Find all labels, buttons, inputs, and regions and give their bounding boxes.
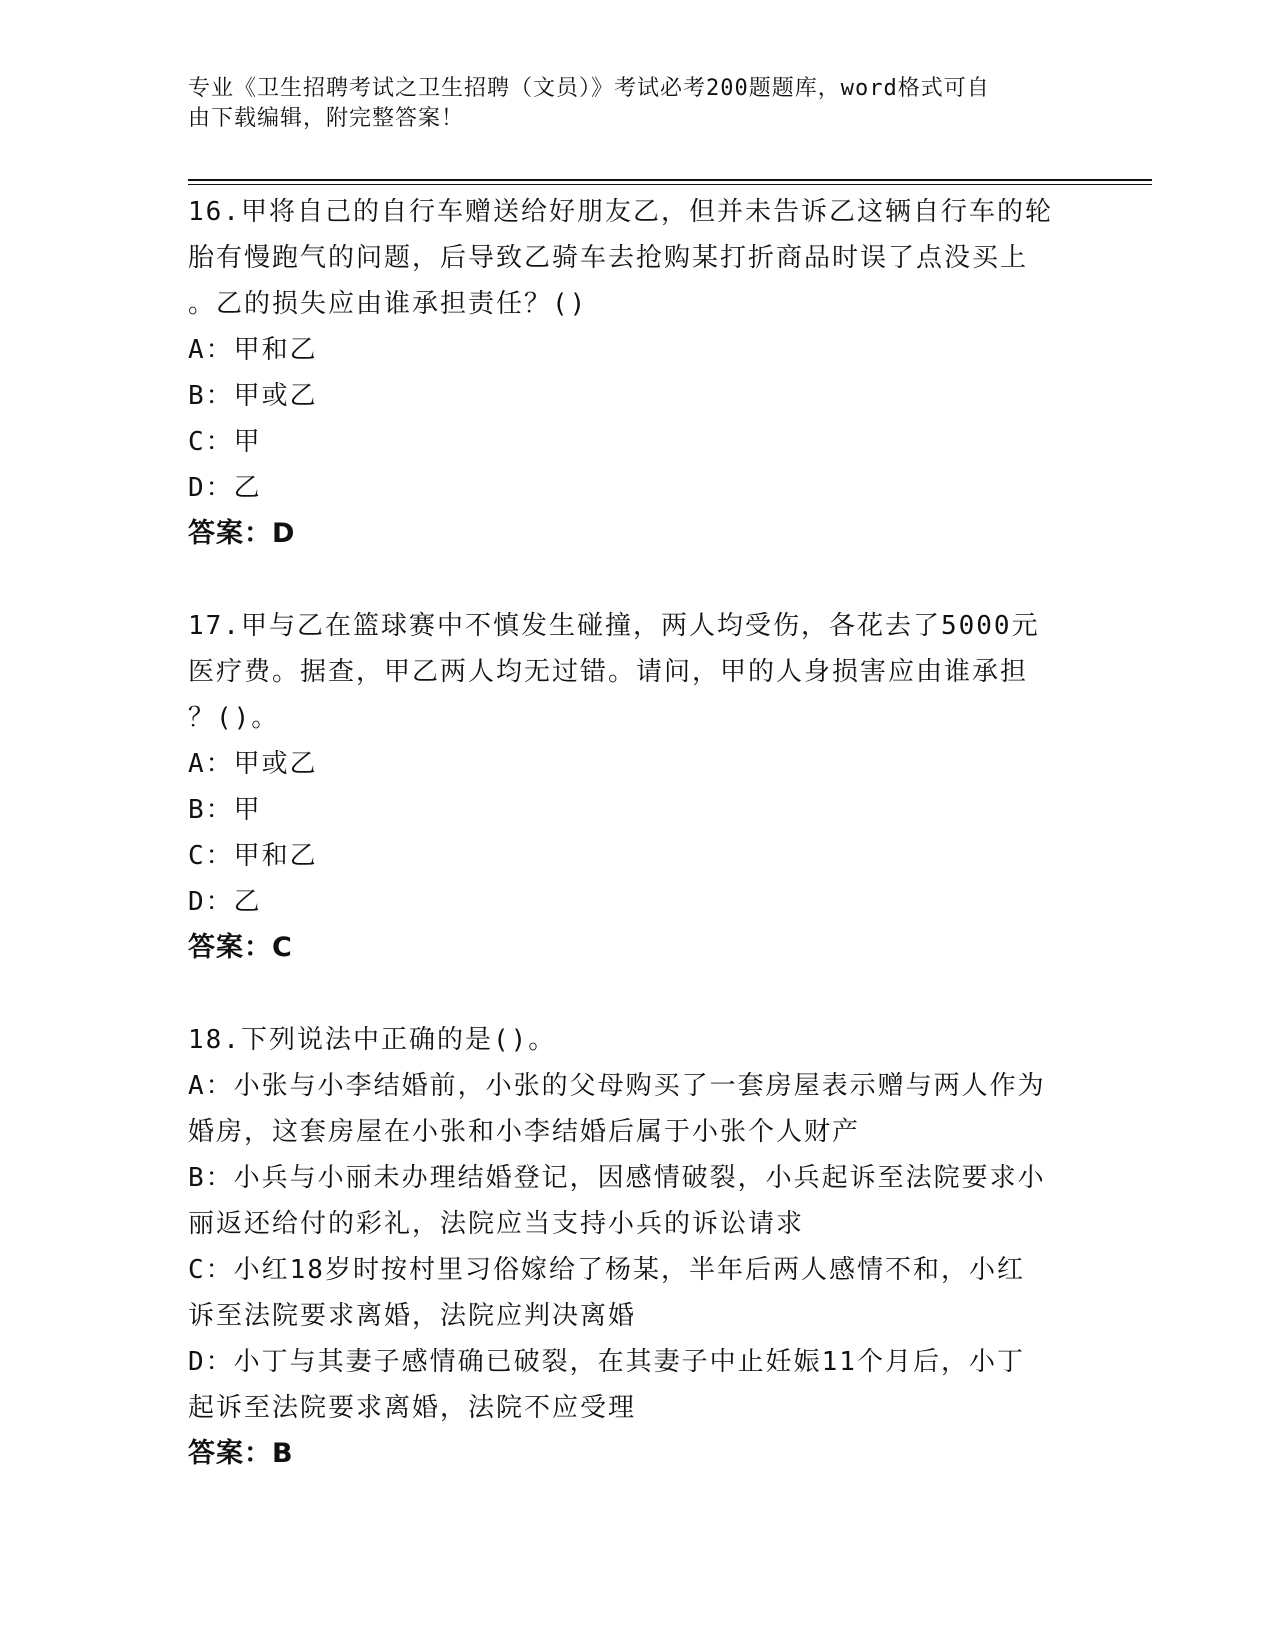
header-line-1: 专业《卫生招聘考试之卫生招聘（文员）》考试必考200题题库，word格式可自 — [188, 76, 990, 101]
answer-label: 答案：D — [188, 518, 296, 549]
option-c: C：甲和乙 — [188, 841, 318, 871]
answer-label: 答案：C — [188, 932, 293, 963]
option-a-continued: 婚房，这套房屋在小张和小李结婚后属于小张个人财产 — [188, 1117, 861, 1147]
question-17 — [188, 603, 1088, 971]
header-divider-thin — [188, 184, 1152, 185]
option-d: D：乙 — [188, 473, 262, 503]
question-spacer — [188, 971, 1088, 1017]
question-stem-line: ？()。 — [188, 703, 280, 733]
question-stem-line: 18.下列说法中正确的是()。 — [188, 1025, 557, 1055]
question-stem-line: 胎有慢跑气的问题，后导致乙骑车去抢购某打折商品时误了点没买上 — [188, 243, 1029, 273]
option-d: D：乙 — [188, 887, 262, 917]
option-d: D：小丁与其妻子感情确已破裂，在其妻子中止妊娠11个月后，小丁 — [188, 1347, 1025, 1377]
option-a: A：甲和乙 — [188, 335, 318, 365]
option-b-continued: 丽返还给付的彩礼，法院应当支持小兵的诉讼请求 — [188, 1209, 805, 1239]
option-c-continued: 诉至法院要求离婚，法院应判决离婚 — [188, 1301, 637, 1331]
answer-label: 答案：B — [188, 1438, 294, 1469]
question-stem-line: 17.甲与乙在篮球赛中不慎发生碰撞，两人均受伤，各花去了5000元 — [188, 611, 1040, 641]
option-a: A：甲或乙 — [188, 749, 318, 779]
header-line-2: 由下载编辑，附完整答案！ — [188, 106, 465, 131]
question-list — [188, 189, 1088, 1477]
question-18 — [188, 1017, 1088, 1477]
question-stem-line: 。乙的损失应由谁承担责任？() — [188, 289, 588, 319]
document-header — [188, 74, 1068, 134]
question-stem-line: 16.甲将自己的自行车赠送给好朋友乙，但并未告诉乙这辆自行车的轮 — [188, 197, 1053, 227]
option-a: A：小张与小李结婚前，小张的父母购买了一套房屋表示赠与两人作为 — [188, 1071, 1046, 1101]
question-stem-line: 医疗费。据查，甲乙两人均无过错。请问，甲的人身损害应由谁承担 — [188, 657, 1029, 687]
question-spacer — [188, 557, 1088, 603]
option-b: B：甲 — [188, 795, 262, 825]
option-d-continued: 起诉至法院要求离婚，法院不应受理 — [188, 1393, 637, 1423]
option-b: B：甲或乙 — [188, 381, 318, 411]
header-divider-thick — [188, 179, 1152, 181]
question-16 — [188, 189, 1088, 557]
option-b: B：小兵与小丽未办理结婚登记，因感情破裂，小兵起诉至法院要求小 — [188, 1163, 1046, 1193]
option-c: C：小红18岁时按村里习俗嫁给了杨某，半年后两人感情不和，小红 — [188, 1255, 1025, 1285]
option-c: C：甲 — [188, 427, 262, 457]
